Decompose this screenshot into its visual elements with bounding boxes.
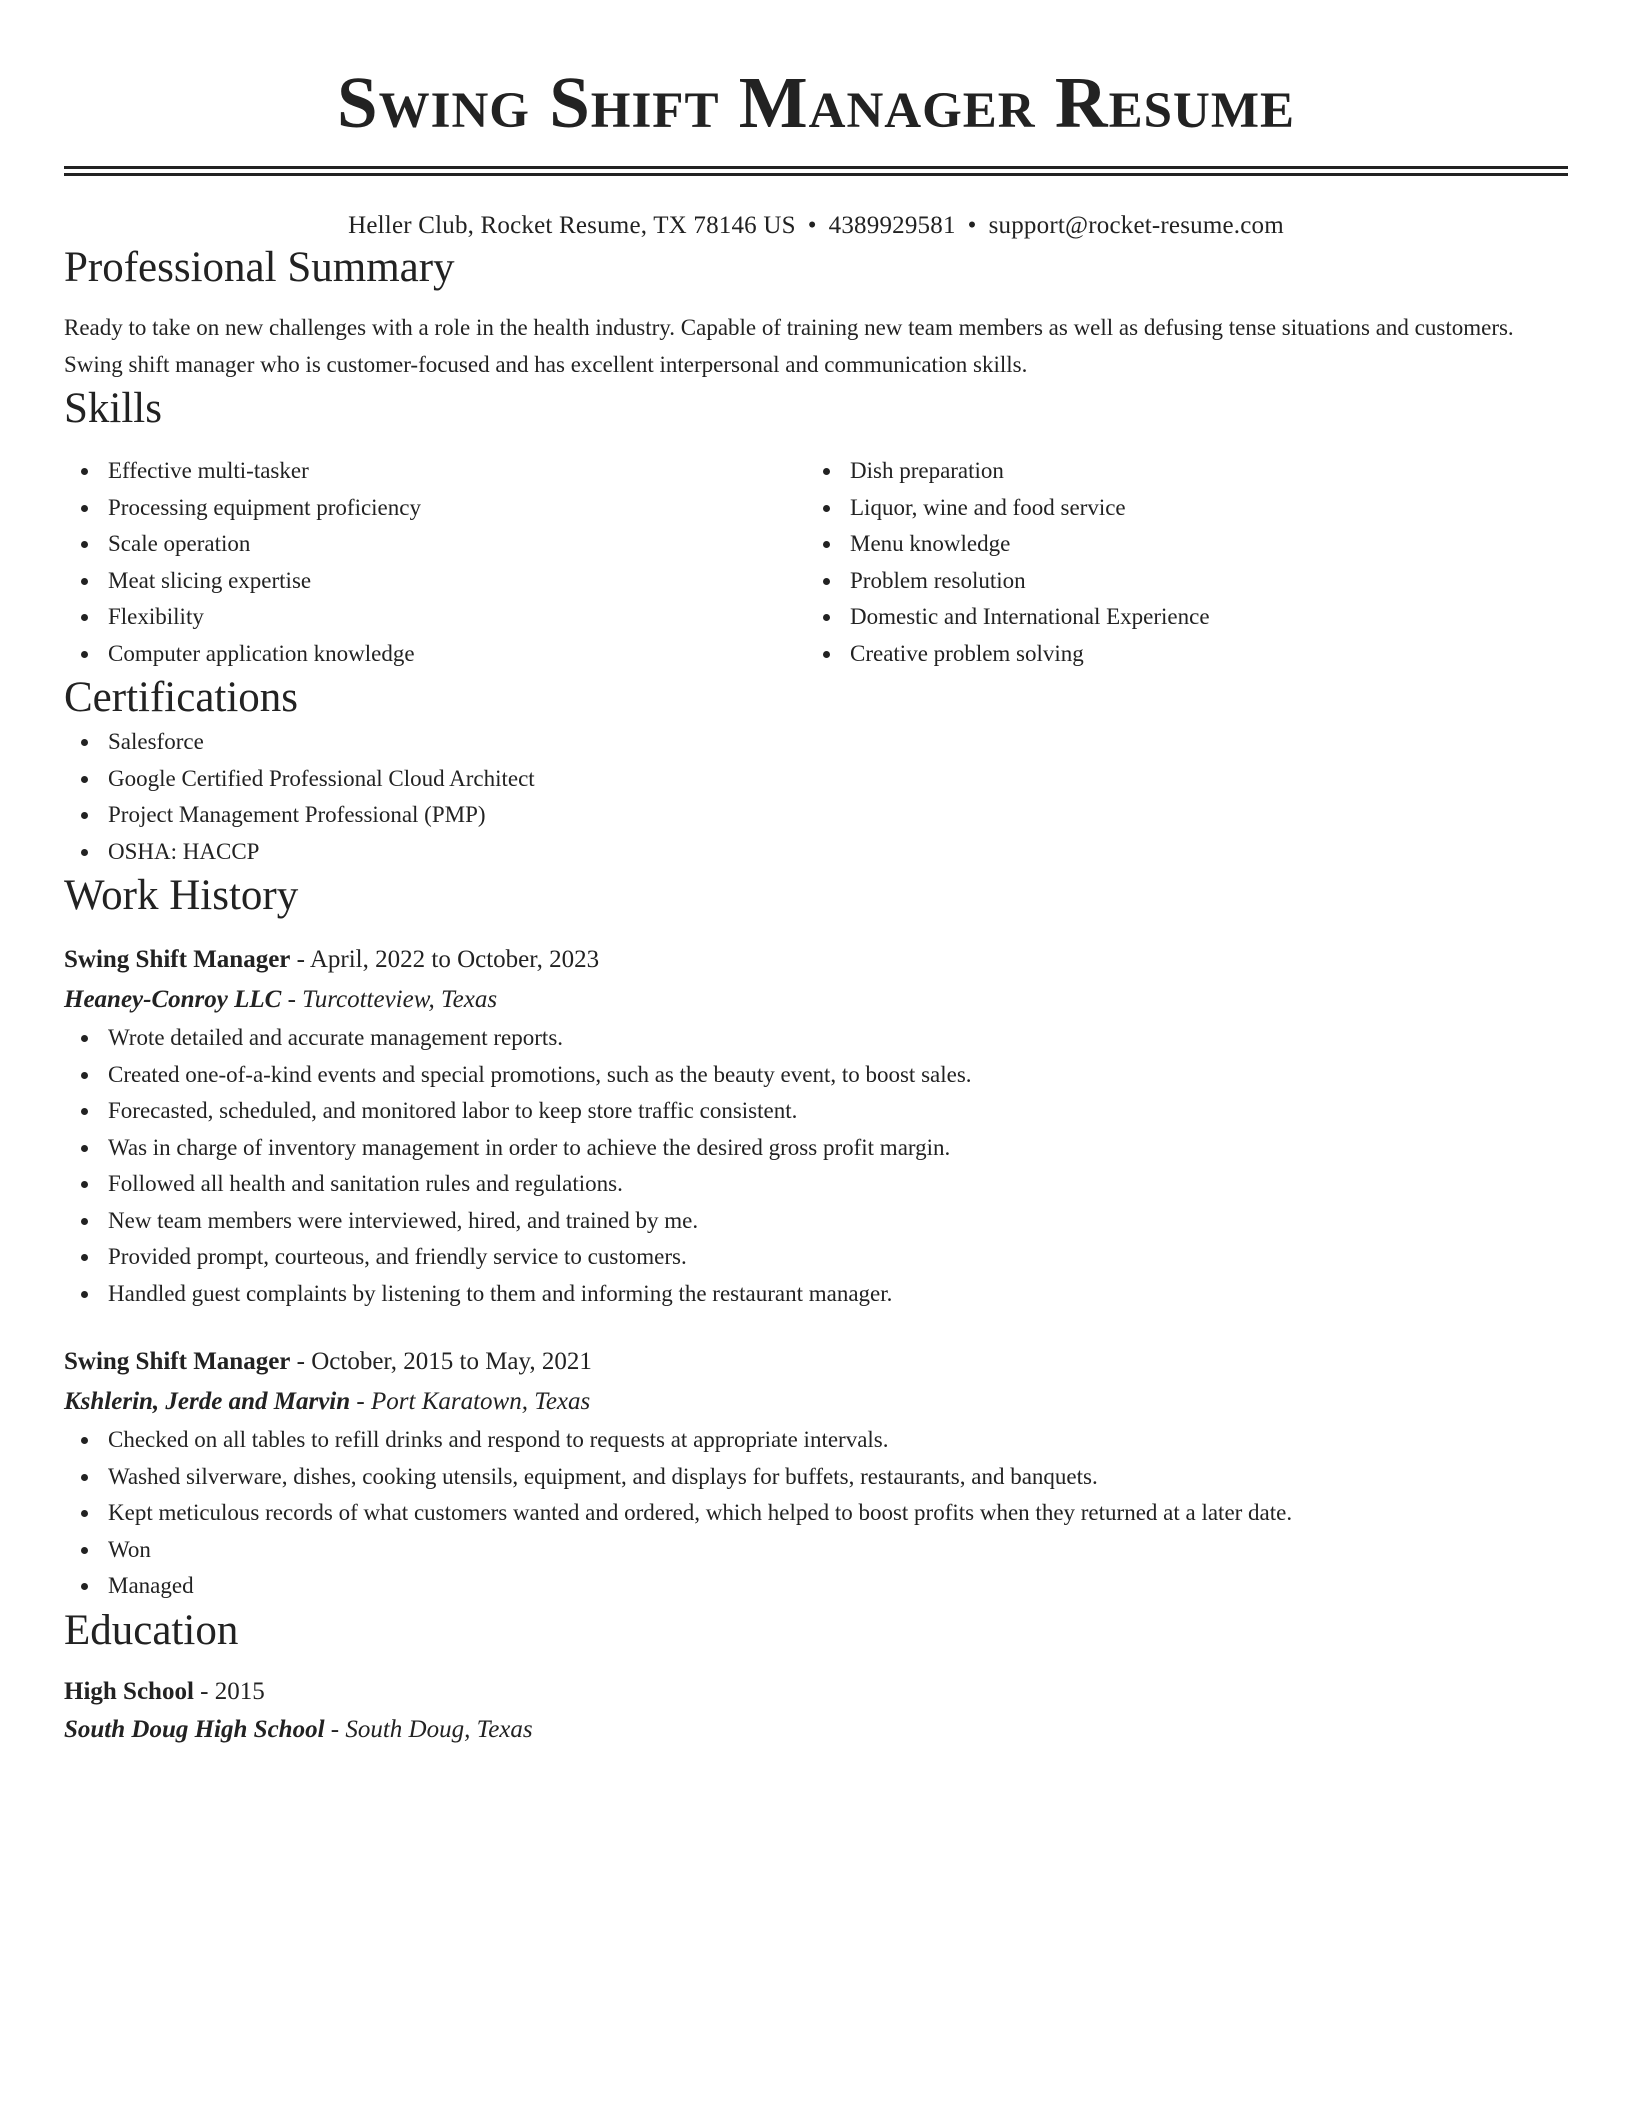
job-duty-item: Followed all health and sanitation rules and regulations. (64, 1166, 1568, 1203)
job-duties-list (64, 1422, 1568, 1605)
job-company-line (64, 1382, 1568, 1422)
skill-item: Liquor, wine and food service (806, 490, 1548, 527)
job-duty-item: Forecasted, scheduled, and monitored labor to keep store traffic consistent. (64, 1093, 1568, 1130)
skill-item: Flexibility (64, 599, 806, 636)
skill-item: Domestic and International Experience (806, 599, 1548, 636)
certification-item: Salesforce (64, 724, 1568, 761)
job-duty-item: Kept meticulous records of what customers wanted and ordered, which helped to boost profits when they returned at a later date. (64, 1495, 1568, 1532)
job-duty-item: Managed (64, 1568, 1568, 1605)
contact-separator: • (967, 212, 977, 239)
job-duty-item: Provided prompt, courteous, and friendly service to customers. (64, 1239, 1568, 1276)
contact-separator: • (807, 212, 817, 239)
job-duty-item: Won (64, 1532, 1568, 1569)
job-duty-item: Washed silverware, dishes, cooking utensils, equipment, and displays for buffets, restaurants, and banquets. (64, 1459, 1568, 1496)
job-duty-item: Created one-of-a-kind events and special promotions, such as the beauty event, to boost sales. (64, 1057, 1568, 1094)
job-entry (64, 940, 1568, 1312)
contact-email: support@rocket-resume.com (988, 212, 1284, 239)
contact-line (64, 210, 1568, 242)
job-duty-item: Wrote detailed and accurate management reports. (64, 1020, 1568, 1057)
job-duties-list (64, 1020, 1568, 1312)
job-company: Kshlerin, Jerde and Marvin (64, 1388, 351, 1415)
summary-text: Ready to take on new challenges with a role in the health industry. Capable of training new team members as well as defusing tense situations and customers. Swing shift manager who is customer-focused and has excellent interpersonal and communication skills. (64, 315, 1514, 377)
job-duty-item: Was in charge of inventory management in order to achieve the desired gross profit margin. (64, 1130, 1568, 1167)
skill-item: Scale operation (64, 526, 806, 563)
certification-item: Project Management Professional (PMP) (64, 797, 1568, 834)
certification-item: OSHA: HACCP (64, 834, 1568, 871)
summary-heading: Professional Summary (64, 244, 455, 291)
skill-item: Meat slicing expertise (64, 563, 806, 600)
education-year: - 2015 (193, 1677, 265, 1705)
education-school: South Doug High School (64, 1715, 325, 1743)
certification-item: Google Certified Professional Cloud Architect (64, 761, 1568, 798)
education-location: - South Doug, Texas (324, 1715, 533, 1743)
job-dates: - April, 2022 to October, 2023 (290, 946, 600, 973)
certifications-list (64, 724, 1568, 870)
job-location: - Turcotteview, Texas (281, 986, 498, 1013)
skill-item: Menu knowledge (806, 526, 1548, 563)
education-degree-line (64, 1673, 1568, 1711)
skill-item: Processing equipment proficiency (64, 490, 806, 527)
skill-item: Creative problem solving (806, 636, 1548, 673)
job-duty-item: New team members were interviewed, hired, and trained by me. (64, 1203, 1568, 1240)
certifications-heading: Certifications (64, 674, 299, 721)
job-title-line (64, 940, 1568, 980)
skills-list-right (806, 453, 1548, 672)
job-entry (64, 1342, 1568, 1605)
contact-address: Heller Club, Rocket Resume, TX 78146 US (348, 212, 796, 239)
job-company: Heaney-Conroy LLC (64, 986, 282, 1013)
skill-item: Effective multi-tasker (64, 453, 806, 490)
skills-heading: Skills (64, 385, 162, 432)
skill-item: Computer application knowledge (64, 636, 806, 673)
job-duty-item: Checked on all tables to refill drinks and respond to requests at appropriate intervals. (64, 1422, 1568, 1459)
education-heading: Education (64, 1606, 239, 1654)
skill-item: Problem resolution (806, 563, 1548, 600)
education-degree: High School (64, 1677, 194, 1705)
job-location: - Port Karatown, Texas (350, 1388, 591, 1415)
education-school-line (64, 1711, 1568, 1749)
work-history-heading: Work History (64, 872, 299, 919)
skills-columns (64, 453, 1568, 672)
skill-item: Dish preparation (806, 453, 1548, 490)
skills-list-left (64, 453, 806, 672)
job-company-line (64, 980, 1568, 1020)
job-title-line (64, 1342, 1568, 1382)
job-duty-item: Handled guest complaints by listening to them and informing the restaurant manager. (64, 1276, 1568, 1313)
resume-title: Swing Shift Manager Resume (337, 62, 1295, 143)
job-dates: - October, 2015 to May, 2021 (290, 1348, 592, 1375)
contact-phone: 4389929581 (828, 212, 956, 239)
job-title: Swing Shift Manager (64, 946, 291, 973)
job-title: Swing Shift Manager (64, 1348, 291, 1375)
title-double-rule (64, 166, 1568, 176)
